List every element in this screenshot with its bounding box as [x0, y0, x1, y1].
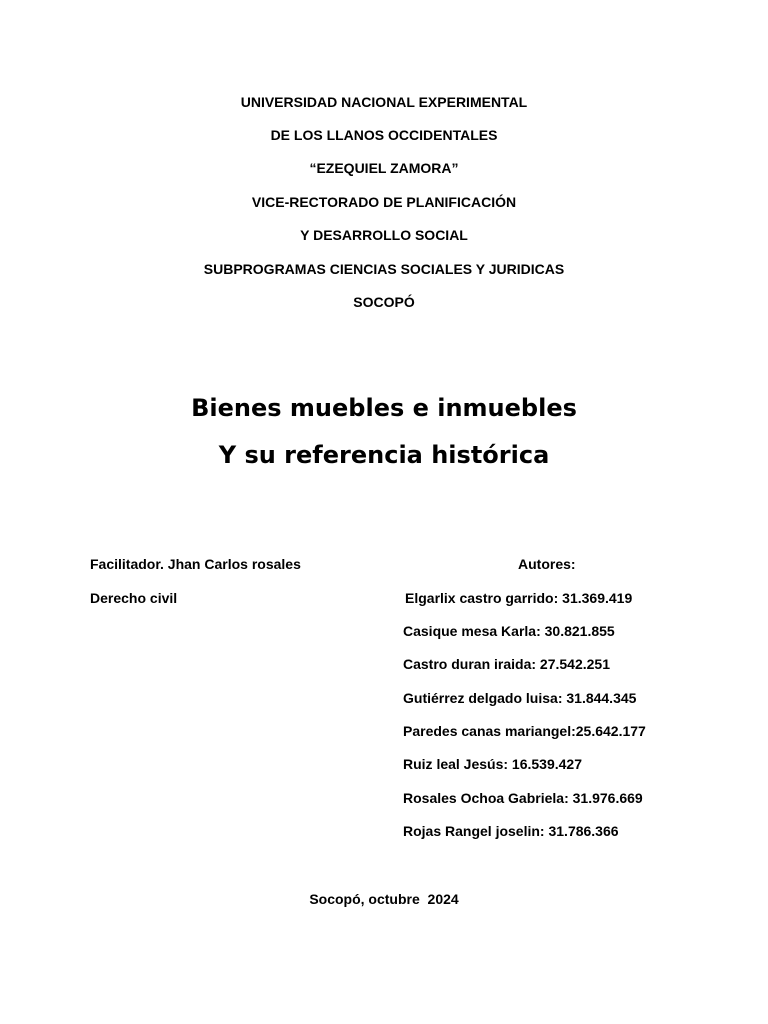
header-line-vice-rectorate: VICE-RECTORADO DE PLANIFICACIÓN: [251, 194, 517, 210]
header-line-subprograms: SUBPROGRAMAS CIENCIAS SOCIALES Y JURIDICAS: [203, 261, 565, 277]
author-item: Rosales Ochoa Gabriela: 31.976.669: [403, 790, 643, 806]
header-line-city: SOCOPÓ: [353, 294, 415, 310]
header-line-name: “EZEQUIEL ZAMORA”: [309, 160, 459, 176]
header-line-university: UNIVERSIDAD NACIONAL EXPERIMENTAL: [240, 94, 528, 110]
author-item: Elgarlix castro garrido: 31.369.419: [405, 590, 633, 606]
author-item: Gutiérrez delgado luisa: 31.844.345: [403, 690, 637, 706]
place-date: Socopó, octubre 2024: [309, 891, 459, 907]
author-item: Casique mesa Karla: 30.821.855: [403, 623, 615, 639]
facilitator-label: Facilitador. Jhan Carlos rosales: [90, 556, 301, 572]
author-item: Ruiz leal Jesús: 16.539.427: [403, 756, 582, 772]
subject-label: Derecho civil: [90, 590, 178, 606]
header-line-region: DE LOS LLANOS OCCIDENTALES: [270, 127, 498, 143]
author-item: Paredes canas mariangel:25.642.177: [403, 723, 646, 739]
title-line-2: Y su referencia histórica: [218, 441, 550, 469]
author-item: Castro duran iraida: 27.542.251: [403, 656, 610, 672]
title-line-1: Bienes muebles e inmuebles: [191, 394, 577, 422]
authors-heading: Autores:: [518, 556, 576, 572]
author-item: Rojas Rangel joselin: 31.786.366: [403, 823, 619, 839]
header-line-development: Y DESARROLLO SOCIAL: [300, 227, 468, 243]
